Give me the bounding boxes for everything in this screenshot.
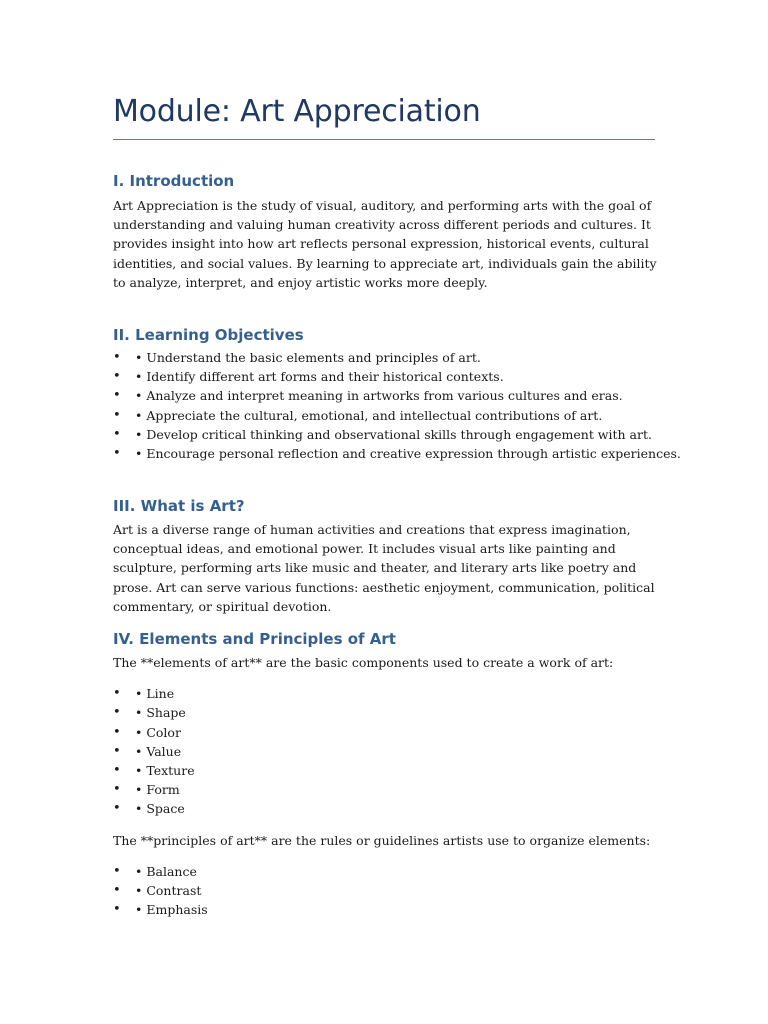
list-item: • • Identify different art forms and their historical contexts.: [113, 367, 658, 386]
bullet-icon: •: [113, 782, 121, 798]
list-item: • • Texture: [113, 761, 658, 780]
elements-intro-paragraph: The **elements of art** are the basic components used to create a work of art:: [113, 655, 614, 670]
list-item: • • Space: [113, 799, 658, 818]
list-item: • • Shape: [113, 703, 658, 722]
section-heading-learning-objectives: II. Learning Objectives: [113, 326, 304, 344]
list-item: • • Encourage personal reflection and creative expression through artistic experiences.: [113, 444, 658, 463]
list-item: • • Emphasis: [113, 900, 658, 919]
bullet-icon: •: [113, 445, 121, 461]
principles-intro-paragraph: The **principles of art** are the rules or guidelines artists use to organize elements:: [113, 832, 651, 848]
title-underline-rule: [113, 139, 655, 140]
section-heading-elements-and-principles: IV. Elements and Principles of Art: [113, 630, 396, 648]
list-item: • • Value: [113, 742, 658, 761]
bullet-icon: •: [113, 801, 121, 817]
bullet-icon: •: [113, 724, 121, 740]
list-item: • • Understand the basic elements and principles of art.: [113, 348, 658, 367]
list-item: • • Appreciate the cultural, emotional, and intellectual contributions of art.: [113, 406, 658, 425]
section-heading-what-is-art: III. What is Art?: [113, 497, 245, 515]
bullet-icon: •: [113, 902, 121, 918]
bullet-icon: •: [113, 863, 121, 879]
bullet-icon: •: [113, 350, 121, 365]
introduction-paragraph: Art Appreciation is the study of visual, auditory, and performing arts with the goal of understanding and valuing human creativity across different periods and cultures. It provides insight into how art reflects personal expression, historical events, cultural identities, and social values. By learning to appreciate art, individuals gain the ability to analyze, interpret, and enjoy artistic works more deeply.: [113, 198, 657, 290]
section-learning-objectives: [113, 325, 681, 463]
list-item: • • Line: [113, 684, 658, 703]
bullet-icon: •: [113, 743, 121, 759]
elements-of-art-list: [113, 684, 658, 818]
bullet-icon: •: [113, 426, 121, 442]
list-item: • • Form: [113, 780, 658, 799]
bullet-icon: •: [113, 388, 121, 404]
bullet-icon: •: [113, 762, 121, 778]
section-what-is-art: [113, 496, 658, 616]
section-elements-and-principles: [113, 629, 658, 919]
what-is-art-paragraph: Art is a diverse range of human activities and creations that express imagination, conceptual ideas, and emotional power. It includes visual arts like painting and sculpture, performing arts like music and theater, and literary arts like poetry and prose. Art can serve various functions: aesthetic enjoyment, communication, political commentary, or spiritual devotion.: [113, 522, 655, 614]
list-item: • • Analyze and interpret meaning in artworks from various cultures and eras.: [113, 386, 658, 405]
list-item: • • Color: [113, 723, 658, 742]
list-item: • • Develop critical thinking and observational skills through engagement with art.: [113, 425, 658, 444]
bullet-icon: •: [113, 705, 121, 721]
principles-of-art-list: [113, 862, 658, 920]
learning-objectives-list: [113, 348, 681, 463]
bullet-icon: •: [113, 407, 121, 423]
document-title: Module: Art Appreciation: [113, 94, 481, 129]
bullet-icon: •: [113, 686, 121, 702]
bullet-icon: •: [113, 369, 121, 385]
list-item: • • Contrast: [113, 881, 658, 900]
section-heading-introduction: I. Introduction: [113, 172, 235, 190]
section-introduction: [113, 171, 658, 292]
bullet-icon: •: [113, 882, 121, 898]
list-item: • • Balance: [113, 862, 658, 881]
